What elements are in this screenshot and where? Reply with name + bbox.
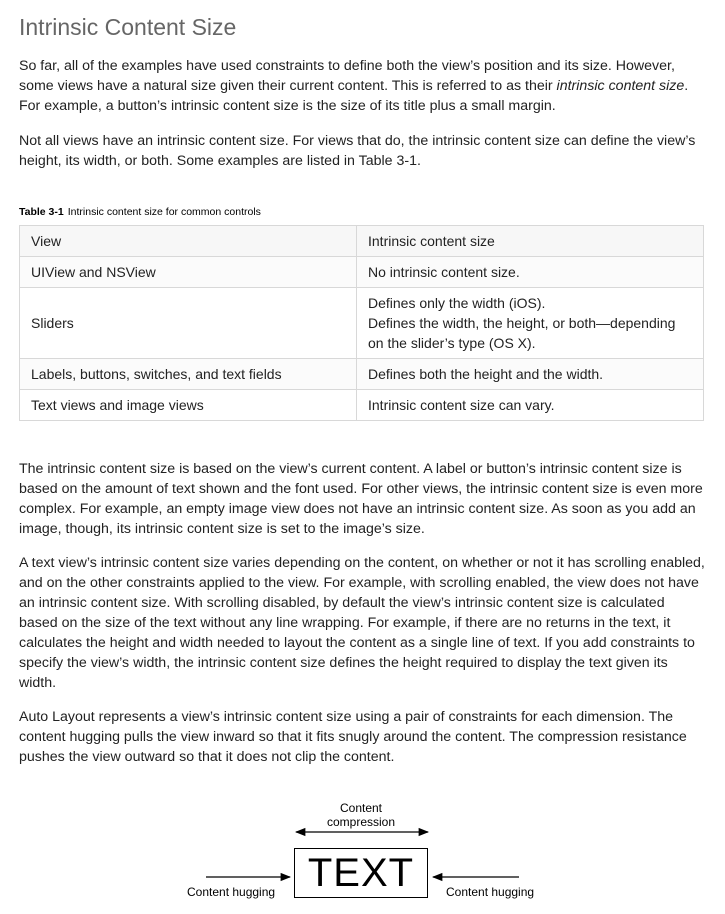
article — [19, 12, 705, 767]
paragraph-auto-layout: Auto Layout represents a view’s intrinsic content size using a pair of constraints for each dimension. The content hugging pulls the view inward so that it fits snugly around the content. The compression resistance pushes the view outward so that it does not clip the content. — [19, 709, 687, 765]
intrinsic-size-diagram — [0, 790, 725, 914]
table-caption-text: Intrinsic content size for common controls — [67, 206, 261, 218]
paragraph-content-based: The intrinsic content size is based on the view’s current content. A label or button’s intrinsic content size is based on the amount of text shown and the font used. For other views, the intrinsic content size is even more complex. For example, an empty image view does not have an intrinsic content size. As soon as you add an image, though, its intrinsic content size is set to the image’s size. — [19, 461, 703, 537]
cell-size — [357, 390, 704, 421]
cell-size-line: Defines the width, the height, or both—depending on the slider’s type (OS X). — [368, 315, 676, 351]
cell-size-line: Intrinsic content size can vary. — [368, 397, 555, 413]
intrinsic-size-table — [19, 225, 704, 421]
paragraph-views: Not all views have an intrinsic content size. For views that do, the intrinsic content size can define the view’s height, its width, or both. Some examples are listed in Table 3-1. — [19, 133, 696, 169]
cell-size — [357, 359, 704, 390]
cell-view: UIView and NSView — [20, 257, 357, 288]
cell-view: Sliders — [20, 288, 357, 359]
paragraph-intro — [19, 56, 705, 116]
hugging-label-right: Content hugging — [446, 885, 535, 899]
cell-view: Text views and image views — [20, 390, 357, 421]
cell-size — [357, 257, 704, 288]
text-view-box: TEXT — [294, 848, 428, 898]
paragraph-text-view: A text view’s intrinsic content size varies depending on the content, on whether or not it has scrolling enabled, and on the other constraints applied to the view. For example, with scrolling enabled, the view does not have an intrinsic content size. With scrolling disabled, by default the view’s intrinsic content size is calculated based on the size of the text without any line wrapping. For example, if there are no returns in the text, it calculates the height and width needed to layout the content as a single line of text. If you add constraints to specify the view’s width, the intrinsic content size defines the height required to display the text given its width. — [19, 555, 705, 691]
table-row — [20, 288, 704, 359]
paragraph-intro-text: So far, all of the examples have used constraints to define both the view’s position and its size. However, some views have a natural size given their current content. This is referred to as their — [19, 58, 675, 94]
cell-size-line: Defines only the width (iOS). — [368, 295, 546, 311]
paragraph-intro-text-end: . For example, a button’s intrinsic content size is the size of its title plus a small margin. — [19, 78, 689, 114]
table-caption — [19, 205, 705, 219]
cell-size-line: No intrinsic content size. — [368, 264, 520, 280]
compression-label-line1: Content — [339, 801, 383, 815]
column-header-size: Intrinsic content size — [357, 226, 704, 257]
compression-label — [300, 801, 422, 829]
term-intrinsic-content-size: intrinsic content size — [556, 78, 685, 94]
table-header-row — [20, 226, 704, 257]
compression-label-line2: compression — [326, 815, 396, 829]
cell-size — [357, 288, 704, 359]
table-caption-label: Table 3-1 — [19, 206, 64, 218]
cell-size-line: Defines both the height and the width. — [368, 366, 604, 382]
hugging-label-left: Content hugging — [187, 885, 276, 899]
page-title: Intrinsic Content Size — [19, 14, 237, 40]
table-row — [20, 257, 704, 288]
table-row — [20, 390, 704, 421]
table-row — [20, 359, 704, 390]
column-header-view: View — [20, 226, 357, 257]
cell-view: Labels, buttons, switches, and text fields — [20, 359, 357, 390]
